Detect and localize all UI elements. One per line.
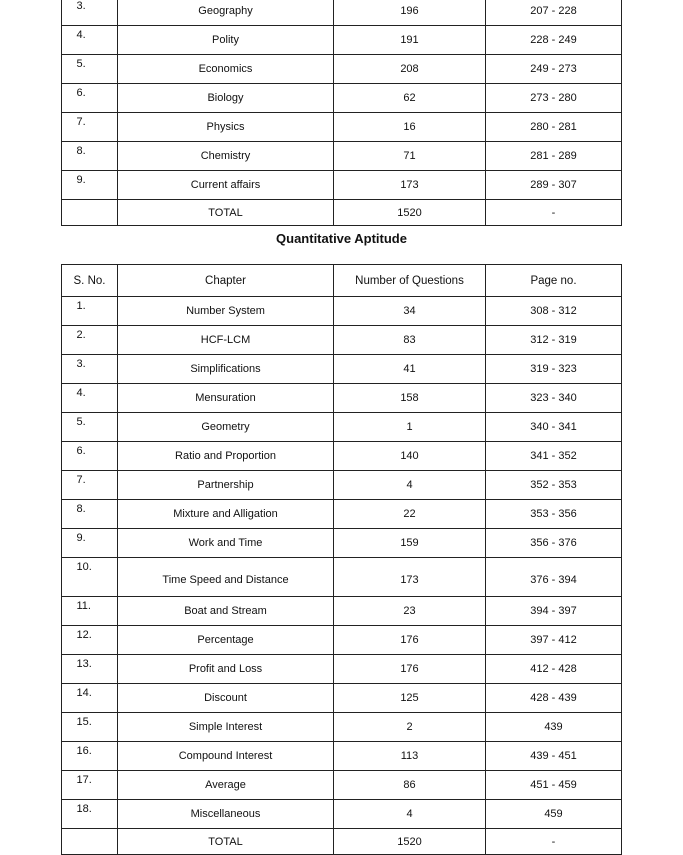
sno-label: 15. bbox=[76, 716, 92, 728]
cell-chapter: Ratio and Proportion bbox=[118, 442, 334, 471]
cell-questions: 158 bbox=[334, 384, 486, 413]
table-row bbox=[62, 771, 622, 800]
section-title: Quantitative Aptitude bbox=[276, 231, 407, 246]
cell-questions: 16 bbox=[334, 113, 486, 142]
cell-questions: 176 bbox=[334, 655, 486, 684]
sno-label: 3. bbox=[76, 358, 86, 370]
cell-sno bbox=[62, 355, 118, 384]
cell-questions: 41 bbox=[334, 355, 486, 384]
sno-label: 5. bbox=[76, 58, 86, 70]
total-label: TOTAL bbox=[118, 200, 334, 226]
cell-questions: 191 bbox=[334, 26, 486, 55]
cell-pages: 228 - 249 bbox=[486, 26, 622, 55]
cell-chapter: Mixture and Alligation bbox=[118, 500, 334, 529]
sno-label: 10. bbox=[76, 561, 92, 573]
cell-questions: 173 bbox=[334, 558, 486, 597]
cell-sno bbox=[62, 500, 118, 529]
cell-questions: 173 bbox=[334, 171, 486, 200]
sno-label: 4. bbox=[76, 387, 86, 399]
table-row bbox=[62, 0, 622, 26]
cell-sno bbox=[62, 529, 118, 558]
table-row bbox=[62, 355, 622, 384]
cell-chapter: HCF-LCM bbox=[118, 326, 334, 355]
sno-label: 12. bbox=[76, 629, 92, 641]
sno-label: 7. bbox=[76, 116, 86, 128]
sno-label: 5. bbox=[76, 416, 86, 428]
cell-sno bbox=[62, 26, 118, 55]
cell-questions: 113 bbox=[334, 742, 486, 771]
gk-table-body bbox=[62, 0, 622, 226]
sno-label: 14. bbox=[76, 687, 92, 699]
cell-chapter: Economics bbox=[118, 55, 334, 84]
cell-questions: 125 bbox=[334, 684, 486, 713]
cell-questions: 2 bbox=[334, 713, 486, 742]
cell-chapter: Time Speed and Distance bbox=[118, 558, 334, 597]
total-row bbox=[62, 829, 622, 855]
quant-chapter-table bbox=[61, 264, 622, 855]
cell-pages: 312 - 319 bbox=[486, 326, 622, 355]
header-sno: S. No. bbox=[62, 265, 118, 297]
table-row bbox=[62, 471, 622, 500]
cell-sno bbox=[62, 413, 118, 442]
cell-questions: 176 bbox=[334, 626, 486, 655]
cell-chapter: Simple Interest bbox=[118, 713, 334, 742]
cell-questions: 71 bbox=[334, 142, 486, 171]
cell-pages: 249 - 273 bbox=[486, 55, 622, 84]
cell-pages: 397 - 412 bbox=[486, 626, 622, 655]
cell-sno bbox=[62, 771, 118, 800]
header-questions: Number of Questions bbox=[334, 265, 486, 297]
sno-label: 4. bbox=[76, 29, 86, 41]
table-row bbox=[62, 626, 622, 655]
cell-sno bbox=[62, 142, 118, 171]
cell-chapter: Biology bbox=[118, 84, 334, 113]
cell-sno bbox=[62, 0, 118, 26]
total-pages: - bbox=[486, 829, 622, 855]
cell-pages: 352 - 353 bbox=[486, 471, 622, 500]
table-row bbox=[62, 326, 622, 355]
cell-pages: 273 - 280 bbox=[486, 84, 622, 113]
cell-chapter: Boat and Stream bbox=[118, 597, 334, 626]
cell-questions: 4 bbox=[334, 471, 486, 500]
sno-label: 16. bbox=[76, 745, 92, 757]
cell-pages: 439 bbox=[486, 713, 622, 742]
table-row bbox=[62, 742, 622, 771]
cell-sno bbox=[62, 742, 118, 771]
table-row bbox=[62, 297, 622, 326]
table-row bbox=[62, 713, 622, 742]
cell-pages: 412 - 428 bbox=[486, 655, 622, 684]
total-pages: - bbox=[486, 200, 622, 226]
cell-chapter: Polity bbox=[118, 26, 334, 55]
total-row bbox=[62, 200, 622, 226]
cell-pages: 451 - 459 bbox=[486, 771, 622, 800]
cell-sno bbox=[62, 171, 118, 200]
cell-blank bbox=[62, 829, 118, 855]
cell-questions: 34 bbox=[334, 297, 486, 326]
cell-chapter: Mensuration bbox=[118, 384, 334, 413]
cell-sno bbox=[62, 326, 118, 355]
cell-chapter: Simplifications bbox=[118, 355, 334, 384]
cell-chapter: Compound Interest bbox=[118, 742, 334, 771]
cell-pages: 289 - 307 bbox=[486, 171, 622, 200]
cell-chapter: Number System bbox=[118, 297, 334, 326]
sno-label: 11. bbox=[76, 600, 91, 612]
sno-label: 8. bbox=[76, 145, 86, 157]
cell-pages: 428 - 439 bbox=[486, 684, 622, 713]
cell-chapter: Profit and Loss bbox=[118, 655, 334, 684]
sno-label: 2. bbox=[76, 329, 86, 341]
table-row bbox=[62, 55, 622, 84]
cell-blank bbox=[62, 200, 118, 226]
table-row bbox=[62, 442, 622, 471]
cell-sno bbox=[62, 558, 118, 597]
cell-chapter: Partnership bbox=[118, 471, 334, 500]
sno-label: 6. bbox=[76, 445, 86, 457]
cell-questions: 83 bbox=[334, 326, 486, 355]
cell-questions: 22 bbox=[334, 500, 486, 529]
cell-pages: 394 - 397 bbox=[486, 597, 622, 626]
table-row bbox=[62, 113, 622, 142]
cell-chapter: Miscellaneous bbox=[118, 800, 334, 829]
cell-chapter: Current affairs bbox=[118, 171, 334, 200]
table-row bbox=[62, 684, 622, 713]
cell-pages: 356 - 376 bbox=[486, 529, 622, 558]
table-row bbox=[62, 558, 622, 597]
sno-label: 7. bbox=[76, 474, 86, 486]
cell-questions: 140 bbox=[334, 442, 486, 471]
cell-questions: 62 bbox=[334, 84, 486, 113]
cell-sno bbox=[62, 471, 118, 500]
cell-sno bbox=[62, 626, 118, 655]
table-row bbox=[62, 800, 622, 829]
cell-sno bbox=[62, 55, 118, 84]
sno-label: 1. bbox=[76, 300, 86, 312]
table-row bbox=[62, 384, 622, 413]
cell-questions: 4 bbox=[334, 800, 486, 829]
cell-pages: 341 - 352 bbox=[486, 442, 622, 471]
gk-chapter-table bbox=[61, 0, 622, 226]
cell-pages: 340 - 341 bbox=[486, 413, 622, 442]
sno-label: 3. bbox=[76, 0, 86, 12]
cell-sno bbox=[62, 655, 118, 684]
cell-pages: 207 - 228 bbox=[486, 0, 622, 26]
table-row bbox=[62, 500, 622, 529]
table-row bbox=[62, 413, 622, 442]
cell-sno bbox=[62, 597, 118, 626]
cell-sno bbox=[62, 713, 118, 742]
cell-pages: 308 - 312 bbox=[486, 297, 622, 326]
total-questions: 1520 bbox=[334, 200, 486, 226]
cell-chapter: Average bbox=[118, 771, 334, 800]
cell-sno bbox=[62, 297, 118, 326]
cell-pages: 353 - 356 bbox=[486, 500, 622, 529]
quant-table-body bbox=[62, 265, 622, 855]
cell-sno bbox=[62, 684, 118, 713]
cell-pages: 439 - 451 bbox=[486, 742, 622, 771]
cell-questions: 1 bbox=[334, 413, 486, 442]
sno-label: 18. bbox=[76, 803, 92, 815]
cell-questions: 86 bbox=[334, 771, 486, 800]
cell-pages: 376 - 394 bbox=[486, 558, 622, 597]
cell-pages: 323 - 340 bbox=[486, 384, 622, 413]
cell-questions: 208 bbox=[334, 55, 486, 84]
cell-pages: 280 - 281 bbox=[486, 113, 622, 142]
cell-chapter: Percentage bbox=[118, 626, 334, 655]
table-row bbox=[62, 26, 622, 55]
table-row bbox=[62, 171, 622, 200]
cell-chapter: Geometry bbox=[118, 413, 334, 442]
table-header-row bbox=[62, 265, 622, 297]
table-row bbox=[62, 142, 622, 171]
cell-chapter: Discount bbox=[118, 684, 334, 713]
cell-chapter: Work and Time bbox=[118, 529, 334, 558]
cell-sno bbox=[62, 84, 118, 113]
header-pages: Page no. bbox=[486, 265, 622, 297]
sno-label: 13. bbox=[76, 658, 92, 670]
cell-sno bbox=[62, 113, 118, 142]
table-row bbox=[62, 529, 622, 558]
cell-chapter: Physics bbox=[118, 113, 334, 142]
cell-chapter: Geography bbox=[118, 0, 334, 26]
cell-chapter: Chemistry bbox=[118, 142, 334, 171]
cell-questions: 159 bbox=[334, 529, 486, 558]
sno-label: 6. bbox=[76, 87, 86, 99]
table-row bbox=[62, 597, 622, 626]
total-label: TOTAL bbox=[118, 829, 334, 855]
total-questions: 1520 bbox=[334, 829, 486, 855]
cell-pages: 459 bbox=[486, 800, 622, 829]
cell-sno bbox=[62, 800, 118, 829]
header-chapter: Chapter bbox=[118, 265, 334, 297]
cell-sno bbox=[62, 384, 118, 413]
cell-sno bbox=[62, 442, 118, 471]
table-row bbox=[62, 84, 622, 113]
sno-label: 9. bbox=[76, 532, 86, 544]
sno-label: 8. bbox=[76, 503, 86, 515]
cell-pages: 319 - 323 bbox=[486, 355, 622, 384]
table-row bbox=[62, 655, 622, 684]
sno-label: 9. bbox=[76, 174, 86, 186]
cell-pages: 281 - 289 bbox=[486, 142, 622, 171]
cell-questions: 23 bbox=[334, 597, 486, 626]
sno-label: 17. bbox=[76, 774, 92, 786]
cell-questions: 196 bbox=[334, 0, 486, 26]
